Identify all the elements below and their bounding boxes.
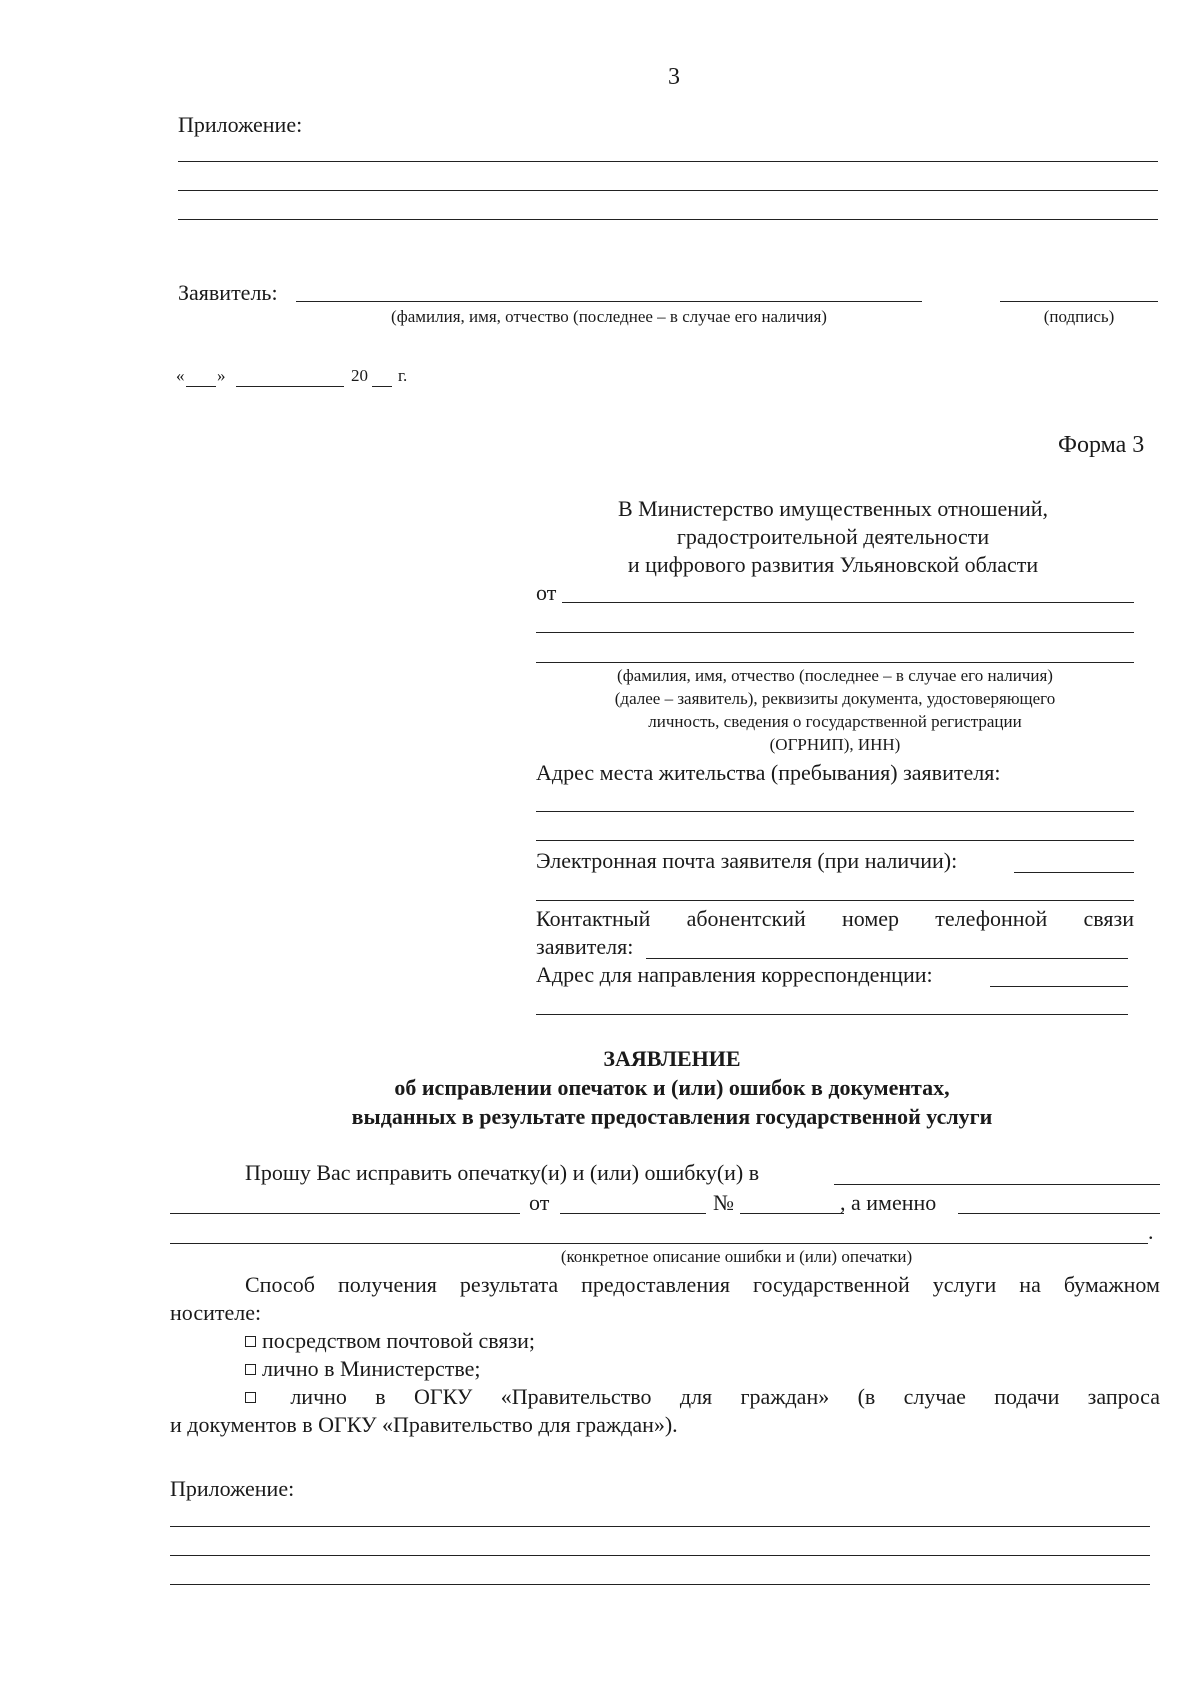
email-label: Электронная почта заявителя (при наличии): [536, 848, 958, 873]
date-month-line[interactable] [236, 386, 344, 387]
attachment-line-bottom-2[interactable] [170, 1555, 1150, 1556]
checkbox-ministry[interactable] [245, 1364, 256, 1375]
option-ogku-word: для [679, 1384, 713, 1409]
phone-label-line-2: заявителя: [536, 934, 634, 959]
attachment-line-top-2[interactable] [178, 190, 1158, 191]
method-line-2: носителе: [170, 1300, 262, 1325]
option-ogku-word: граждан» [740, 1384, 830, 1409]
option-postal[interactable] [245, 1328, 535, 1354]
phone-word: Контактный [536, 906, 651, 931]
option-ogku-word: в [375, 1384, 386, 1409]
date-close-quote: » [217, 366, 226, 385]
document-subtitle-1: об исправлении опечаток и (или) ошибок в документах, [394, 1075, 950, 1100]
document-name-line[interactable] [834, 1184, 1160, 1185]
attachment-line-top-1[interactable] [178, 161, 1158, 162]
error-caption: (конкретное описание ошибки и (или) опечатки) [560, 1247, 913, 1266]
request-number-label: № [713, 1190, 734, 1215]
option-ogku-word: случае [903, 1384, 966, 1409]
applicant-caption-4: (ОГРНИП), ИНН) [769, 735, 901, 754]
addressee-line-3: и цифрового развития Ульяновской области [627, 552, 1039, 577]
option-ogku-word: ОГКУ [413, 1384, 473, 1409]
from-line-1[interactable] [562, 602, 1134, 603]
phone-word: связи [1083, 906, 1134, 931]
correspondence-line-1[interactable] [990, 986, 1128, 987]
phone-word: телефонной [935, 906, 1048, 931]
attachment-label-bottom: Приложение: [170, 1476, 295, 1501]
method-word: результата [459, 1272, 559, 1297]
option-ministry[interactable] [245, 1356, 481, 1382]
signature-line[interactable] [1000, 301, 1158, 302]
residence-address-line-1[interactable] [536, 811, 1134, 812]
checkbox-postal[interactable] [245, 1336, 256, 1347]
residence-address-label: Адрес места жительства (пребывания) заявителя: [536, 760, 1001, 785]
method-word: государственной [752, 1272, 910, 1297]
document-title: ЗАЯВЛЕНИЕ [603, 1046, 741, 1071]
addressee-line-1: В Министерство имущественных отношений, [617, 496, 1049, 521]
method-word: Способ [245, 1272, 315, 1297]
from-label: от [536, 580, 557, 605]
attachment-line-top-3[interactable] [178, 219, 1158, 220]
document-date-line[interactable] [560, 1213, 706, 1214]
phone-label-line-1 [536, 906, 1134, 932]
date-open-quote: « [176, 366, 185, 385]
request-text: Прошу Вас исправить опечатку(и) и (или) ошибку(и) в [245, 1160, 760, 1185]
page-number: 3 [668, 64, 680, 90]
option-ministry-label: лично в Министерстве; [262, 1356, 481, 1381]
attachment-line-bottom-1[interactable] [170, 1526, 1150, 1527]
residence-address-line-2[interactable] [536, 840, 1134, 841]
email-line-1[interactable] [1014, 872, 1134, 873]
addressee-line-2: градостроительной деятельности [676, 524, 990, 549]
method-word: предоставления [581, 1272, 730, 1297]
date-year-prefix: 20 [351, 366, 368, 385]
document-subtitle-2: выданных в результате предоставления государственной услуги [351, 1104, 993, 1129]
method-word: услуги [932, 1272, 997, 1297]
request-from-label: от [529, 1190, 550, 1215]
date-year-line[interactable] [372, 386, 392, 387]
namely-label: , а именно [840, 1190, 937, 1215]
option-ogku-line-1[interactable] [245, 1384, 1160, 1410]
signature-caption: (подпись) [1043, 307, 1115, 326]
phone-word: абонентский [686, 906, 806, 931]
method-line-1 [245, 1272, 1160, 1298]
option-postal-label: посредством почтовой связи; [262, 1328, 536, 1353]
option-ogku-word: запроса [1087, 1384, 1160, 1409]
method-word: получения [337, 1272, 437, 1297]
option-ogku-word: подачи [994, 1384, 1060, 1409]
option-ogku-word: лично [290, 1384, 347, 1409]
option-ogku-line-2: и документов в ОГКУ «Правительство для граждан»). [170, 1412, 678, 1437]
document-number-line[interactable] [740, 1213, 844, 1214]
date-year-suffix: г. [398, 366, 408, 385]
date-day-line[interactable] [186, 386, 216, 387]
document-name-line-2[interactable] [170, 1213, 520, 1214]
applicant-label: Заявитель: [178, 280, 278, 305]
phone-line[interactable] [646, 958, 1128, 959]
checkbox-ogku[interactable] [245, 1392, 256, 1403]
form-label: Форма 3 [1058, 432, 1145, 458]
from-line-2[interactable] [536, 632, 1134, 633]
error-line-period: . [1148, 1219, 1154, 1244]
applicant-caption-1: (фамилия, имя, отчество (последнее – в случае его наличия) [617, 666, 1053, 685]
method-word: на [1019, 1272, 1041, 1297]
applicant-fio-line[interactable] [296, 301, 922, 302]
from-line-3[interactable] [536, 662, 1134, 663]
namely-line[interactable] [958, 1213, 1160, 1214]
attachment-line-bottom-3[interactable] [170, 1584, 1150, 1585]
phone-word: номер [842, 906, 900, 931]
attachment-label-top: Приложение: [178, 112, 303, 137]
fio-caption: (фамилия, имя, отчество (последнее – в случае его наличия) [391, 307, 827, 326]
email-line-2[interactable] [536, 900, 1134, 901]
correspondence-label: Адрес для направления корреспонденции: [536, 962, 933, 987]
applicant-caption-3: личность, сведения о государственной регистрации [648, 712, 1022, 731]
option-ogku-word: «Правительство [500, 1384, 652, 1409]
correspondence-line-2[interactable] [536, 1014, 1128, 1015]
applicant-caption-2: (далее – заявитель), реквизиты документа, удостоверяющего [614, 689, 1056, 708]
method-word: бумажном [1063, 1272, 1160, 1297]
option-ogku-word: (в [857, 1384, 876, 1409]
error-description-line[interactable] [170, 1243, 1148, 1244]
